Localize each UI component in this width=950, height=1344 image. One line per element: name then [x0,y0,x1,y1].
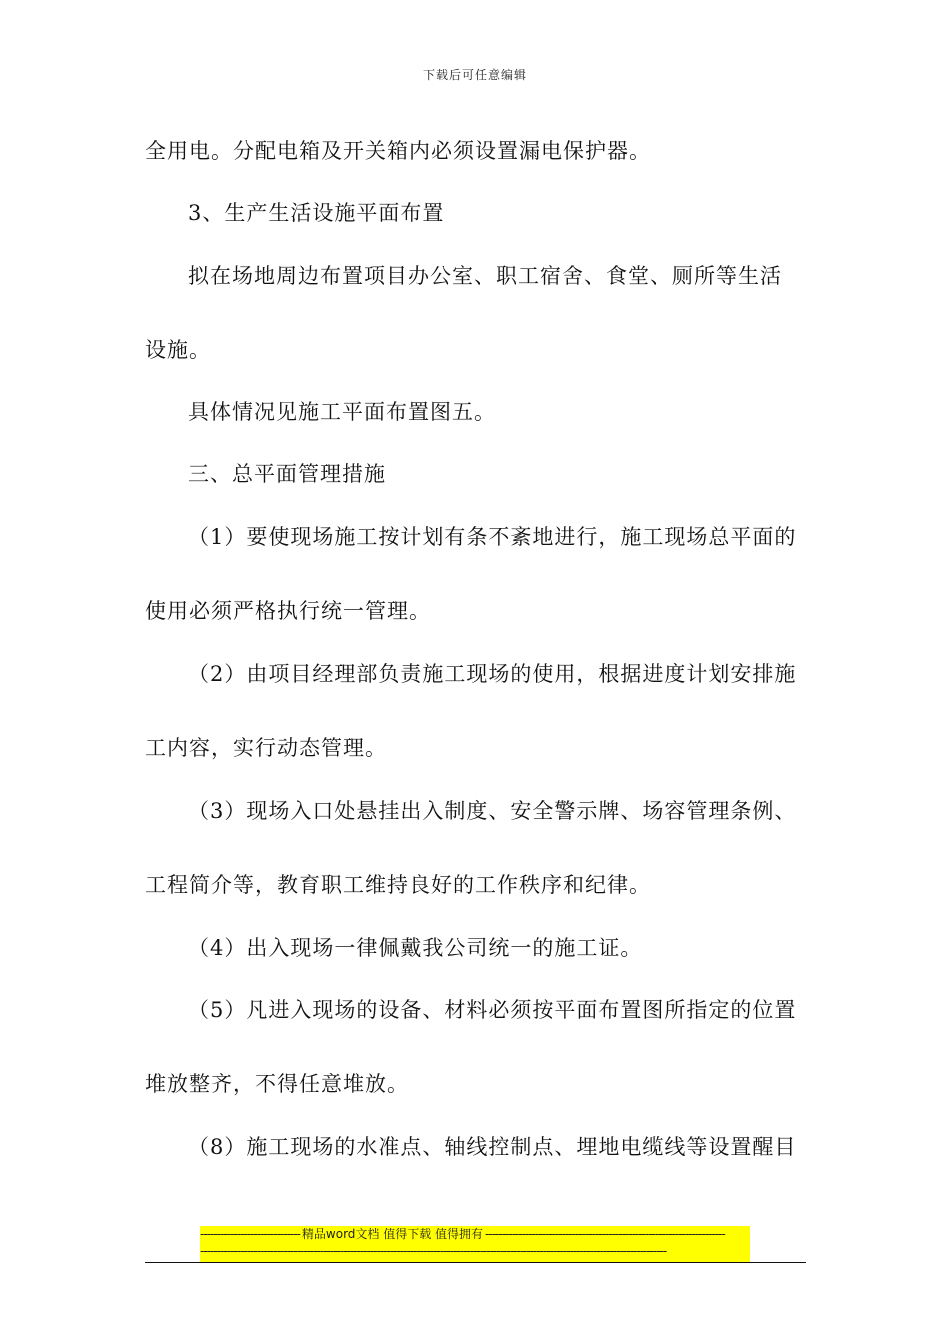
banner-dashes: ------------------------------ [200,1227,300,1241]
section-heading: 三、总平面管理措施 [188,462,386,486]
list-item: （4）出入现场一律佩戴我公司统一的施工证。 [188,936,643,960]
body-line: 堆放整齐，不得任意堆放。 [145,1072,409,1096]
list-item: （5）凡进入现场的设备、材料必须按平面布置图所指定的位置 [188,998,797,1022]
footer-banner [200,1226,750,1262]
body-line: 设施。 [145,338,211,362]
banner-dashes: -------------------------------------------------------------------------------------------------------------------------------------------- [200,1244,667,1258]
list-item: （2）由项目经理部负责施工现场的使用，根据进度计划安排施 [188,662,797,686]
footer-rule [145,1262,806,1263]
body-line: 全用电。分配电箱及开关箱内必须设置漏电保护器。 [145,139,651,163]
banner-dashes: ------------------------------------------------------------------------ [485,1227,725,1241]
body-line: 拟在场地周边布置项目办公室、职工宿舍、食堂、厕所等生活 [188,264,782,288]
list-item: （3）现场入口处悬挂出入制度、安全警示牌、场容管理条例、 [188,799,797,823]
body-line: 工程简介等，教育职工维持良好的工作秩序和纪律。 [145,873,651,897]
body-line: 工内容，实行动态管理。 [145,736,387,760]
body-line: 使用必须严格执行统一管理。 [145,599,431,623]
banner-text: 精品word文档 值得下载 值得拥有 [301,1227,484,1241]
header-note: 下载后可任意编辑 [422,68,527,82]
list-item: （8）施工现场的水准点、轴线控制点、埋地电缆线等设置醒目 [188,1135,797,1159]
body-line: 具体情况见施工平面布置图五。 [188,400,496,424]
list-item: （1）要使现场施工按计划有条不紊地进行，施工现场总平面的 [188,525,797,549]
section-heading: 3、生产生活设施平面布置 [188,201,445,225]
